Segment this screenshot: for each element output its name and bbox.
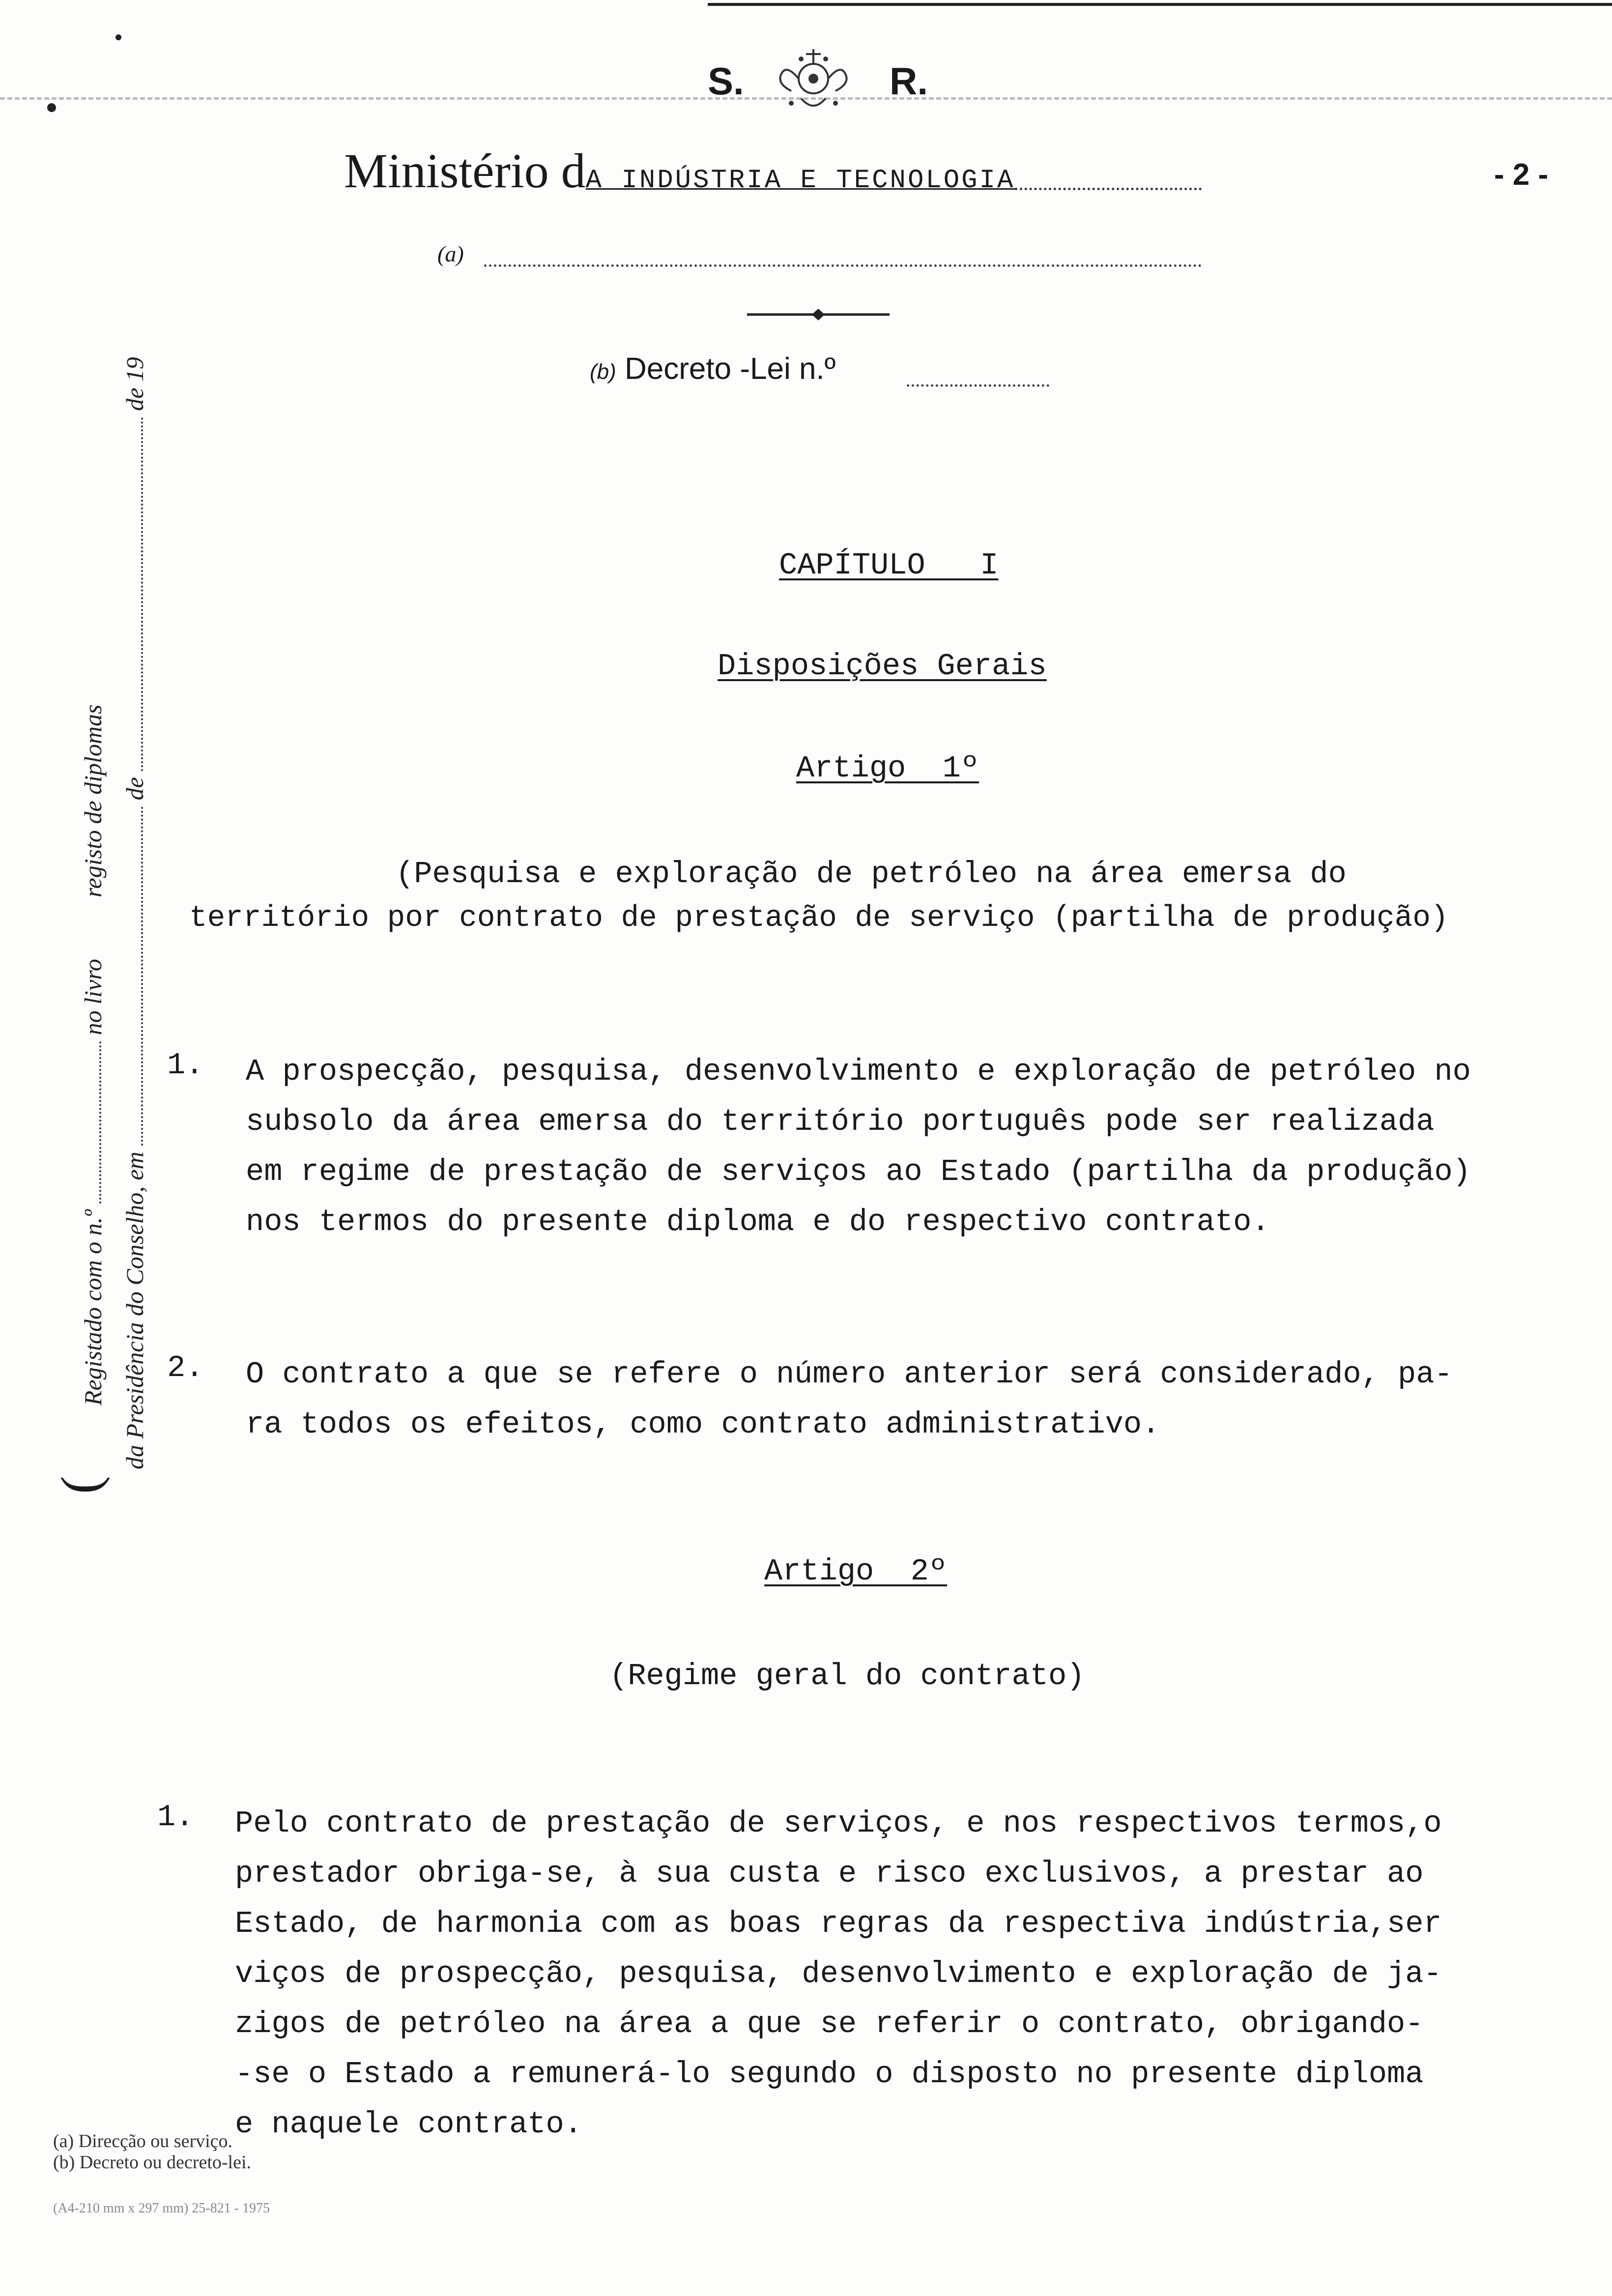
- article-1-paragraph-2-number: 2.: [167, 1350, 204, 1385]
- ornament-divider: [747, 307, 890, 322]
- print-imprint: (A4-210 mm x 297 mm) 25-821 - 1975: [53, 2201, 270, 2216]
- footnote-b: (b) Decreto ou decreto-lei.: [53, 2152, 252, 2173]
- decreto-marker: (b): [590, 360, 616, 384]
- margin-bracket: (: [50, 1476, 110, 1494]
- decreto-label: Decreto -Lei n.º: [625, 352, 836, 386]
- coat-of-arms-icon: [772, 44, 855, 118]
- chapter-title: CAPÍTULO I: [779, 548, 999, 583]
- page-number: - 2 -: [1494, 158, 1549, 192]
- chapter-subtitle: Disposições Gerais: [718, 649, 1047, 684]
- article-1-heading-line-2: território por contrato de prestação de serviço (partilha de produção): [189, 901, 1449, 935]
- article-2-paragraph-1: Pelo contrato de prestação de serviços, e nos respectivos termos,o prestador obriga-se, à sua custa e risco exclusivos, a prestar ao Estado, de harmonia com as boas regras da respectiva indústria,ser viços de prospecção, pesquisa, desenvolvimento e exploração de ja- zigos de petróleo na área a que se referir o contrato, obrigando- -se o Estado a remunerá-lo segundo o disposto no presente diploma e naquele contrato.: [235, 1806, 1442, 2142]
- margin-registration-line-2: da Presidência do Conselho, em de de 19: [121, 357, 148, 1469]
- ink-blot: [115, 34, 121, 40]
- sr-header: [678, 44, 953, 118]
- ministry-dots: [1015, 188, 1202, 190]
- ink-blot: [47, 103, 56, 112]
- top-rule: [708, 3, 1612, 6]
- article-1-paragraph-1-number: 1.: [167, 1048, 204, 1083]
- ministry-name: A INDÚSTRIA E TECNOLOGIA: [585, 166, 1015, 196]
- field-a-label: (a): [437, 241, 464, 266]
- article-2-paragraph-1-number: 1.: [157, 1800, 194, 1835]
- article-1-title: Artigo 1º: [796, 751, 979, 786]
- margin-registration-line-1: Registado com o n.º no livro registo de diplomas: [79, 704, 107, 1406]
- article-1-paragraph-1: A prospecção, pesquisa, desenvolvimento e exploração de petróleo no subsolo da área emersa do território português pode ser realizada em regime de prestação de serviços ao Estado (partilha da produção) nos termos do presente diploma e do respectivo contrato.: [246, 1054, 1471, 1239]
- sr-left: S.: [708, 59, 744, 103]
- article-2-title: Artigo 2º: [764, 1554, 948, 1589]
- ministry-prefix: Ministério d: [344, 144, 586, 198]
- article-1-heading-line-1: (Pesquisa e exploração de petróleo na área emersa do: [396, 857, 1347, 891]
- decreto-line: [590, 351, 835, 386]
- field-a-dots: [484, 264, 1202, 267]
- ministry-title: [344, 143, 1524, 206]
- sr-right: R.: [890, 59, 928, 103]
- footnote-a: (a) Direcção ou serviço.: [53, 2131, 233, 2152]
- article-2-heading: (Regime geral do contrato): [609, 1659, 1085, 1693]
- article-1-paragraph-2: O contrato a que se refere o número anterior será considerado, pa- ra todos os efeitos, como contrato administrativo.: [246, 1357, 1453, 1442]
- decreto-dots: [907, 384, 1049, 387]
